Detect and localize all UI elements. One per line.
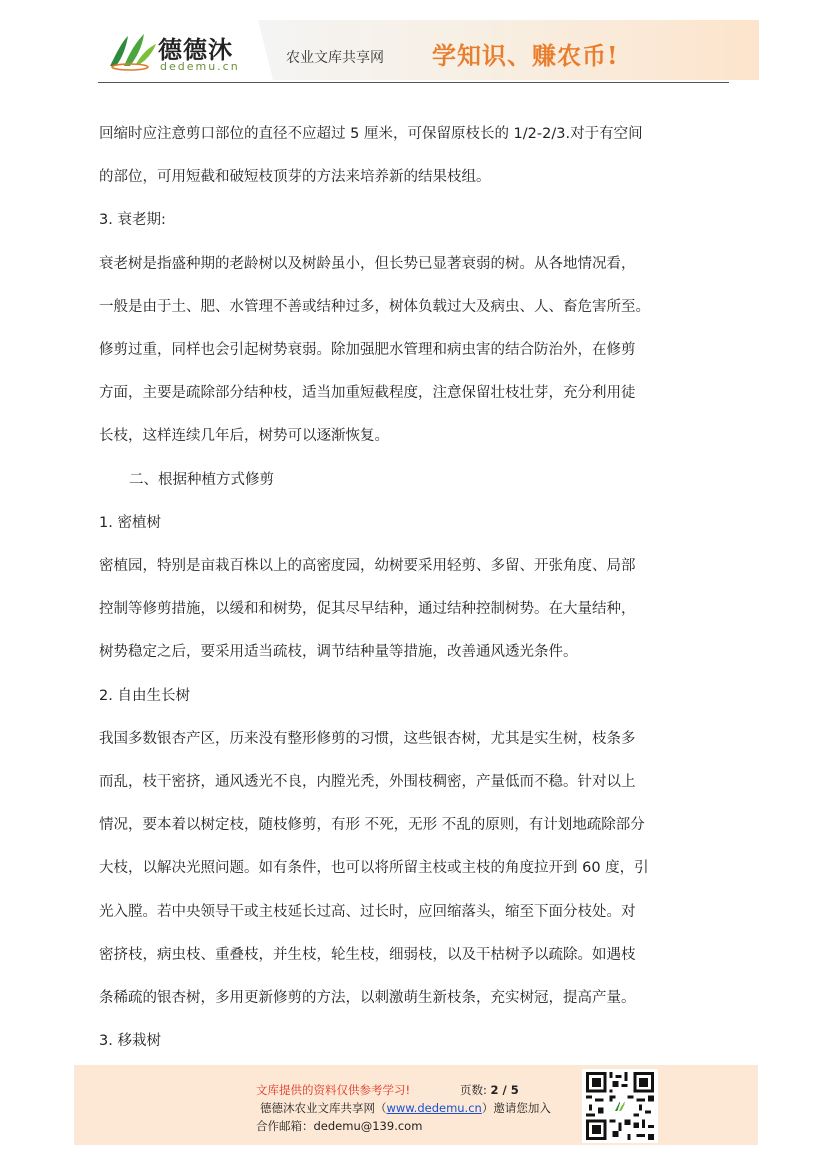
paragraph-line: 密植园，特别是亩栽百株以上的高密度园，幼树要采用轻剪、多留、开张角度、局部 <box>99 558 636 575</box>
page-separator: / <box>498 1083 511 1097</box>
section-heading: 二、根据种植方式修剪 <box>129 471 274 488</box>
document-body <box>99 113 739 1063</box>
paragraph-line: 回缩时应注意剪口部位的直径不应超过 5 厘米，可保留原枝长的 1/2-2/3.对于有空间 <box>99 126 643 142</box>
footer-invite <box>260 1100 551 1116</box>
slogan: 学知识、赚农币! <box>432 41 619 70</box>
paragraph-line: 而乱，枝干密挤，通风透光不良，内膛光秃，外围枝稠密，产量低而不稳。针对以上 <box>99 774 636 791</box>
paragraph-line: 我国多数银杏产区，历来没有整形修剪的习惯，这些银杏树，尤其是实生树，枝条多 <box>99 730 636 747</box>
paragraph-line: 长枝，这样连续几年后，树势可以逐渐恢复。 <box>99 428 389 445</box>
footer-notice: 文库提供的资料仅供参考学习! <box>256 1083 411 1097</box>
page-counter <box>460 1082 519 1098</box>
section-heading: 3. 衰老期: <box>99 212 166 229</box>
section-heading: 3. 移栽树 <box>99 1033 161 1050</box>
paragraph-line: 大枝，以解决光照问题。如有条件，也可以将所留主枝或主枝的角度拉开到 60 度，引 <box>99 860 649 877</box>
page-total: 5 <box>510 1083 519 1097</box>
paragraph-line: 控制等修剪措施，以缓和和树势，促其尽早结种，通过结种控制树势。在大量结种， <box>99 601 636 618</box>
paragraph-line: 密挤枝，病虫枝、重叠枝，并生枝，轮生枝，细弱枝，以及干枯树予以疏除。如遇枝 <box>99 946 636 963</box>
site-link[interactable]: www.dedemu.cn <box>386 1101 482 1115</box>
paragraph-line: 条稀疏的银杏树，多用更新修剪的方法，以刺激萌生新枝条，充实树冠，提高产量。 <box>99 990 636 1007</box>
page-counter-label: 页数: <box>460 1083 487 1097</box>
invite-suffix: ）邀请您加入 <box>481 1101 551 1115</box>
paragraph-line: 光入膛。若中央领导干或主枝延长过高、过长时，应回缩落头，缩至下面分枝处。对 <box>99 903 636 920</box>
section-heading: 2. 自由生长树 <box>99 687 190 704</box>
page-current: 2 <box>490 1083 499 1097</box>
paragraph-line: 一般是由于土、肥、水管理不善或结种过多，树体负载过大及病虫、人、畜危害所至。 <box>99 298 650 315</box>
paragraph-line: 的部位，可用短截和破短枝顶芽的方法来培养新的结果枝组。 <box>99 169 491 186</box>
paragraph-line: 树势稳定之后，要采用适当疏枝，调节结种量等措施，改善通风透光条件。 <box>99 644 578 661</box>
page-header <box>98 20 759 82</box>
leaf-logo-icon <box>104 30 160 72</box>
header-divider <box>98 82 729 83</box>
logo-text: 德德沐 <box>158 36 233 64</box>
paragraph-line: 衰老树是指盛种期的老龄树以及树龄虽小，但长势已显著衰弱的树。从各地情况看， <box>99 255 636 272</box>
page-footer <box>74 1065 758 1145</box>
site-name: 农业文库共享网 <box>286 50 384 66</box>
invite-prefix: 德德沐农业文库共享网（ <box>260 1101 387 1115</box>
footer-email: 合作邮箱：dedemu@139.com <box>256 1119 423 1133</box>
paragraph-line: 情况，要本着以树定枝，随枝修剪，有形 不死，无形 不乱的原则，有计划地疏除部分 <box>99 817 645 834</box>
qr-code-icon <box>582 1069 658 1143</box>
paragraph-line: 修剪过重，同样也会引起树势衰弱。除加强肥水管理和病虫害的结合防治外，在修剪 <box>99 342 636 359</box>
logo-subtext: dedemu.cn <box>160 60 240 73</box>
section-heading: 1. 密植树 <box>99 514 161 531</box>
paragraph-line: 方面，主要是疏除部分结种枝，适当加重短截程度，注意保留壮枝壮芽，充分利用徒 <box>99 385 636 402</box>
